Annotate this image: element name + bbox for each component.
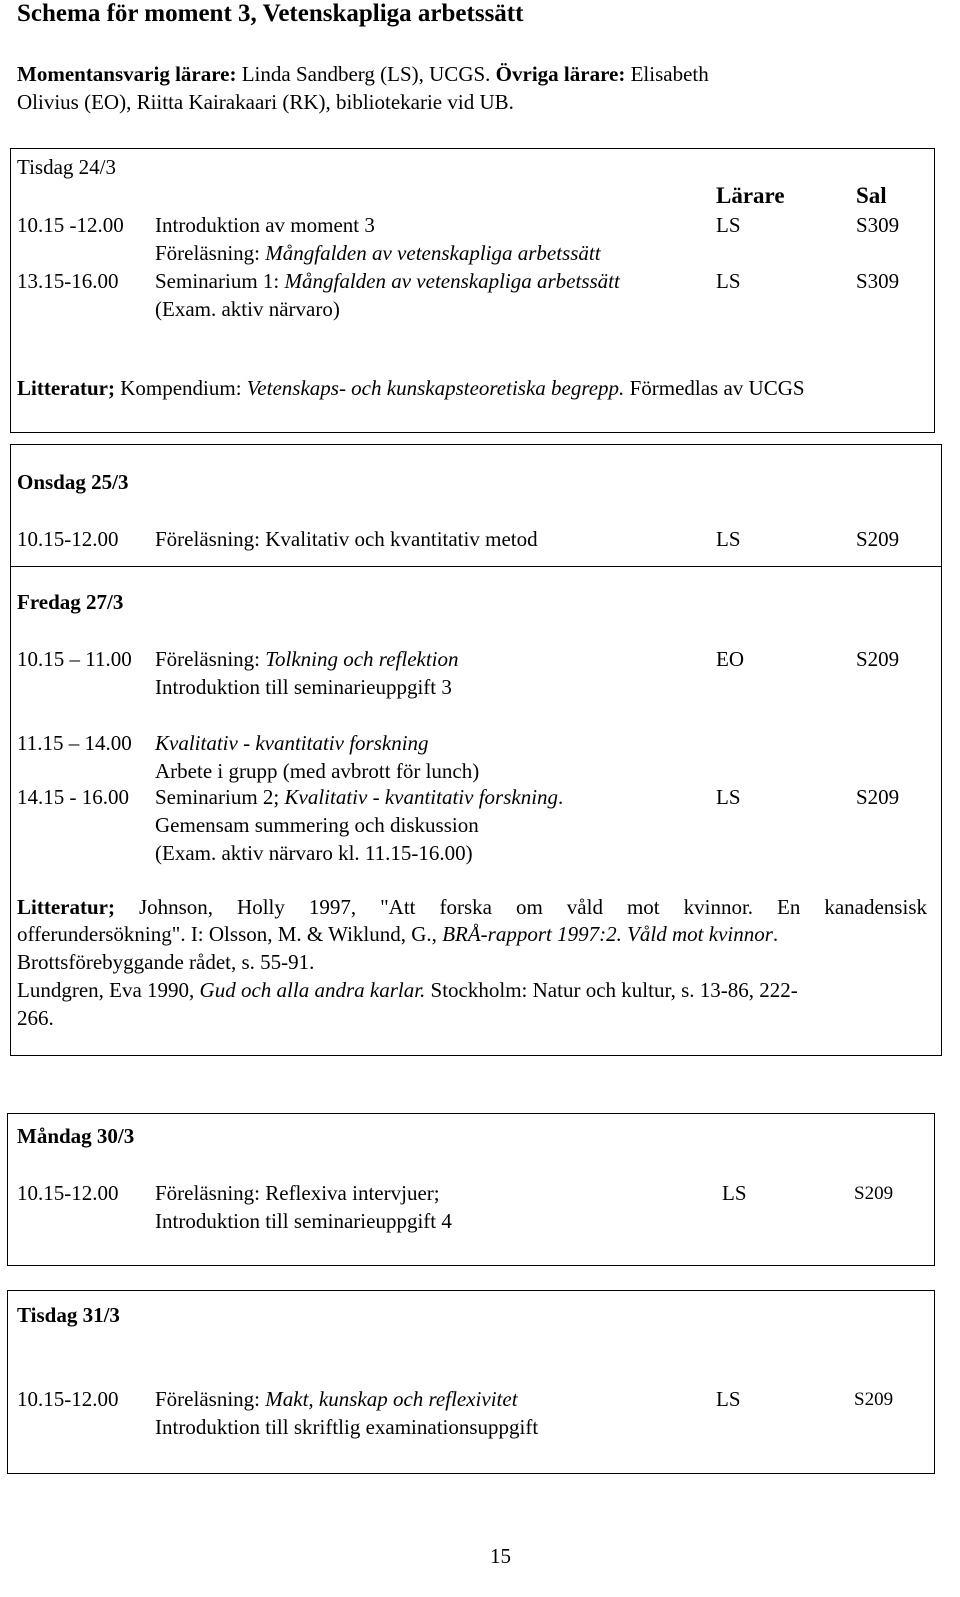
session-description: Introduktion till seminarieuppgift 4 <box>155 1209 452 1233</box>
room-code: S209 <box>856 647 900 671</box>
session-topic: Kvalitativ - kvantitativ forskning <box>284 785 559 809</box>
time-slot: 13.15-16.00 <box>17 269 119 293</box>
responsible-label: Momentansvarig lärare: <box>17 62 237 86</box>
literature-text: Stockholm: Natur och kultur, s. 13-86, 222- <box>425 978 798 1002</box>
section-tisdag-31-3 <box>7 1290 935 1474</box>
other-teachers-value-1: Elisabeth <box>630 62 709 86</box>
session-description <box>155 267 620 295</box>
time-slot: 10.15 – 11.00 <box>17 647 132 671</box>
day-heading-onsdag-25-3: Onsdag 25/3 <box>17 470 129 494</box>
column-header-room: Sal <box>856 183 887 208</box>
session-description <box>155 239 601 267</box>
room-code: S209 <box>856 785 900 809</box>
teacher-code: LS <box>716 785 741 809</box>
literature-line: Brottsförebyggande rådet, s. 55-91. <box>17 950 315 974</box>
literature-line <box>17 374 805 402</box>
literature-text: offerundersökning". I: Olsson, M. & Wiklund, G., <box>17 922 443 946</box>
room-code: S309 <box>856 213 900 237</box>
literature-label: Litteratur; <box>17 376 115 400</box>
session-description <box>155 645 459 673</box>
session-prefix: Föreläsning: <box>155 241 266 265</box>
session-description: Gemensam summering och diskussion <box>155 813 479 837</box>
session-prefix: Föreläsning: <box>155 1387 266 1411</box>
session-description: Introduktion till seminarieuppgift 3 <box>155 675 452 699</box>
divider <box>10 566 942 567</box>
room-code: S209 <box>854 1183 894 1204</box>
teacher-code: LS <box>716 527 741 551</box>
literature-line: 266. <box>17 1006 54 1030</box>
literature-label: Litteratur; <box>17 895 115 919</box>
session-prefix: Seminarium 1: <box>155 269 285 293</box>
session-topic: Tolkning och reflektion <box>265 647 459 671</box>
session-topic: Kvalitativ - kvantitativ forskning <box>155 731 429 755</box>
teacher-code: LS <box>716 213 741 237</box>
literature-suffix: Förmedlas av UCGS <box>624 376 805 400</box>
literature-title: Vetenskaps- och kunskapsteoretiska begrepp. <box>246 376 625 400</box>
responsible-teacher-line <box>17 60 709 88</box>
time-slot: 10.15-12.00 <box>17 1181 119 1205</box>
session-description <box>155 1385 518 1413</box>
session-description: Introduktion av moment 3 <box>155 213 375 237</box>
time-slot: 10.15-12.00 <box>17 1387 119 1411</box>
literature-text: Lundgren, Eva 1990, <box>17 978 200 1002</box>
other-teachers-value-2: Olivius (EO), Riitta Kairakaari (RK), bibliotekarie vid UB. <box>17 90 514 114</box>
literature-line <box>17 893 927 921</box>
teacher-code: LS <box>722 1181 747 1205</box>
literature-title: BRÅ-rapport 1997:2. Våld mot kvinnor <box>442 922 773 946</box>
day-heading-mandag-30-3: Måndag 30/3 <box>17 1124 135 1148</box>
session-topic: Makt, kunskap och reflexivitet <box>265 1387 518 1411</box>
room-code: S209 <box>856 527 900 551</box>
literature-line <box>17 920 778 948</box>
time-slot: 14.15 - 16.00 <box>17 785 129 809</box>
session-note: (Exam. aktiv närvaro) <box>155 297 340 321</box>
teacher-code: LS <box>716 1387 741 1411</box>
responsible-value: Linda Sandberg (LS), UCGS. <box>241 62 491 86</box>
day-heading-tisdag-24-3: Tisdag 24/3 <box>17 155 117 179</box>
teacher-code: EO <box>716 647 744 671</box>
day-heading-fredag-27-3: Fredag 27/3 <box>17 590 124 614</box>
column-header-teacher: Lärare <box>716 183 785 208</box>
literature-text: Johnson, Holly 1997, "Att forska om våld mot kvinnor. En kanadensisk <box>114 895 927 919</box>
page-number: 15 <box>490 1544 511 1568</box>
session-description: Introduktion till skriftlig examinationsuppgift <box>155 1415 539 1439</box>
session-note: (Exam. aktiv närvaro kl. 11.15-16.00) <box>155 841 473 865</box>
teacher-code: LS <box>716 269 741 293</box>
time-slot: 11.15 – 14.00 <box>17 731 132 755</box>
session-topic: Mångfalden av vetenskapliga arbetssätt <box>265 241 601 265</box>
literature-title: Gud och alla andra karlar. <box>199 978 426 1002</box>
room-code: S209 <box>854 1389 894 1410</box>
other-teachers-label: Övriga lärare: <box>495 62 626 86</box>
time-slot: 10.15-12.00 <box>17 527 119 551</box>
literature-prefix: Kompendium: <box>114 376 247 400</box>
session-description: Föreläsning: Reflexiva intervjuer; <box>155 1181 440 1205</box>
session-description <box>155 783 563 811</box>
day-heading-tisdag-31-3: Tisdag 31/3 <box>17 1303 120 1327</box>
room-code: S309 <box>856 269 900 293</box>
section-mandag-30-3 <box>7 1113 935 1266</box>
literature-line <box>17 976 798 1004</box>
literature-text: . <box>772 922 779 946</box>
page-title: Schema för moment 3, Vetenskapliga arbetssätt <box>17 0 524 27</box>
session-topic: Mångfalden av vetenskapliga arbetssätt <box>284 269 620 293</box>
session-prefix: Föreläsning: <box>155 647 266 671</box>
time-slot: 10.15 -12.00 <box>17 213 124 237</box>
session-prefix: Seminarium 2; <box>155 785 285 809</box>
session-description: Arbete i grupp (med avbrott för lunch) <box>155 759 480 783</box>
session-suffix: . <box>558 785 564 809</box>
session-description: Föreläsning: Kvalitativ och kvantitativ metod <box>155 527 538 551</box>
